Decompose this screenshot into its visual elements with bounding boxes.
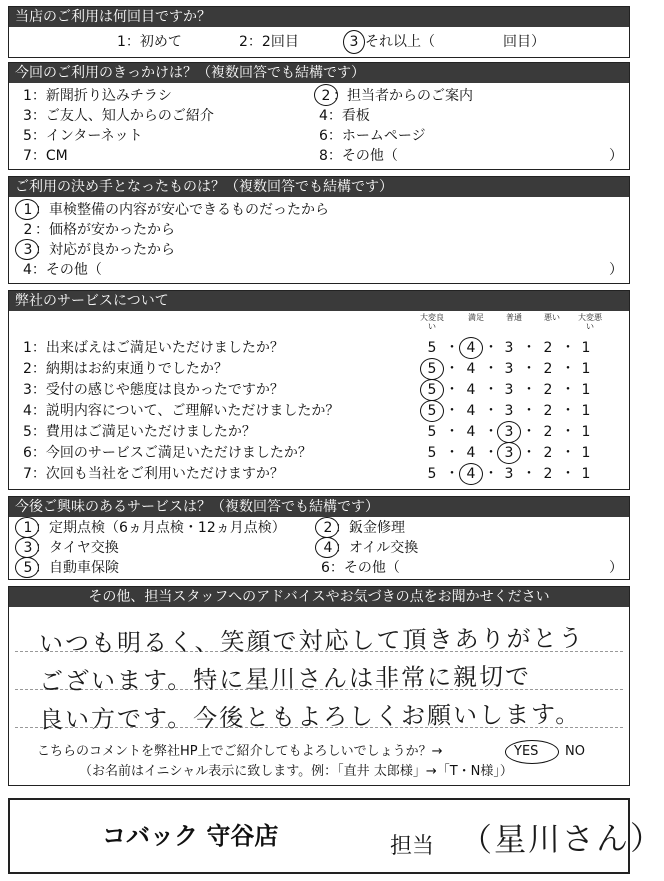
scale-separator: ・: [484, 424, 498, 440]
rating-option[interactable]: 1: [581, 424, 591, 440]
selection-circle: [420, 379, 444, 401]
consent-no[interactable]: NO: [565, 744, 585, 759]
rating-option[interactable]: 5: [427, 466, 437, 482]
rating-option[interactable]: 4: [466, 424, 476, 440]
q3-option-4[interactable]: 4：その他（: [23, 262, 102, 278]
q3-option-1-label[interactable]: ：車検整備の内容が安心できるものだったから: [35, 202, 329, 218]
rating-option[interactable]: 3: [504, 466, 514, 482]
scale-separator: ・: [522, 340, 536, 356]
rating-option[interactable]: 1: [581, 361, 591, 377]
rating-option[interactable]: 4: [466, 361, 476, 377]
handwritten-comment-line[interactable]: ございます。特に星川さんは非常に親切で: [38, 662, 532, 696]
q2-option-2-label[interactable]: ：担当者からのご案内: [333, 88, 473, 104]
q3-option-3-label[interactable]: ：対応が良かったから: [35, 242, 175, 258]
scale-separator: ・: [445, 424, 459, 440]
q2-title: 今回のご利用のきっかけは？（複数回答でも結構です）: [9, 63, 629, 83]
rating-option[interactable]: 1: [581, 445, 591, 461]
handwritten-comment-line[interactable]: いつも明るく、笑顔で対応して頂きありがとう: [38, 624, 585, 658]
q2-option-5[interactable]: 5：インターネット: [23, 128, 143, 144]
q5-option-4-number[interactable]: 4: [323, 540, 333, 556]
scale-separator: ・: [561, 361, 575, 377]
rating-option[interactable]: 3: [504, 445, 514, 461]
q5-option-1-label[interactable]: ：定期点検（6ヵ月点検・12ヵ月点検）: [35, 520, 286, 536]
q2-option-6[interactable]: 6：ホームページ: [319, 128, 426, 144]
rating-option[interactable]: 1: [581, 382, 591, 398]
selection-circle: [497, 442, 521, 464]
rating-option[interactable]: 5: [427, 445, 437, 461]
scale-separator: ・: [522, 424, 536, 440]
q4-title: 弊社のサービスについて: [9, 291, 629, 311]
scale-separator: ・: [561, 424, 575, 440]
rating-option[interactable]: 3: [504, 361, 514, 377]
consent-question: こちらのコメントを弊社HP上でご紹介してもよろしいでしょうか？→: [37, 744, 443, 759]
scale-separator: ・: [561, 445, 575, 461]
scale-header: 悪い: [544, 313, 560, 322]
q5-option-5-number[interactable]: 5: [23, 560, 33, 576]
q5-option-6[interactable]: 6：その他（: [321, 560, 400, 576]
rating-option[interactable]: 2: [543, 361, 553, 377]
q1-option-3-number[interactable]: 3: [349, 34, 359, 50]
staff-name-handwritten[interactable]: （星川さん）: [459, 818, 664, 860]
scale-separator: ・: [522, 403, 536, 419]
rating-question-label: 5：費用はご満足いただけましたか？: [23, 424, 256, 440]
rating-option[interactable]: 3: [504, 403, 514, 419]
store-name: コバック 守谷店: [102, 822, 279, 850]
rating-option[interactable]: 2: [543, 424, 553, 440]
q2-option-4[interactable]: 4：看板: [319, 108, 370, 124]
scale-header: 満足: [468, 313, 484, 322]
rating-question-label: 4：説明内容について、ご理解いただけましたか？: [23, 403, 340, 419]
scale-separator: ・: [561, 403, 575, 419]
scale-separator: ・: [561, 382, 575, 398]
q2-option-8-close: ）: [609, 148, 623, 164]
q3-option-1-number[interactable]: 1: [23, 202, 33, 218]
q3-option-4-close: ）: [609, 262, 623, 278]
scale-separator: ・: [484, 403, 498, 419]
q2-option-8[interactable]: 8：その他（: [319, 148, 398, 164]
q5-option-1-number[interactable]: 1: [23, 520, 33, 536]
scale-separator: ・: [445, 340, 459, 356]
rating-question-label: 2：納期はお約束通りでしたか？: [23, 361, 228, 377]
scale-separator: ・: [445, 403, 459, 419]
scale-header: 普通: [506, 313, 522, 322]
selection-circle: [497, 421, 521, 443]
q5-title: 今後ご興味のあるサービスは？（複数回答でも結構です）: [9, 497, 629, 517]
q2-section: [8, 62, 630, 170]
rating-option[interactable]: 5: [427, 340, 437, 356]
q5-option-5-label[interactable]: ：自動車保険: [35, 560, 119, 576]
rating-option[interactable]: 3: [504, 424, 514, 440]
rating-option[interactable]: 2: [543, 340, 553, 356]
rating-option[interactable]: 4: [466, 340, 476, 356]
q2-option-3[interactable]: 3：ご友人、知人からのご紹介: [23, 108, 214, 124]
q5-section: [8, 496, 630, 580]
q2-option-7[interactable]: 7：CM: [23, 148, 68, 164]
rating-option[interactable]: 4: [466, 382, 476, 398]
scale-separator: ・: [522, 382, 536, 398]
q5-option-3-number[interactable]: 3: [23, 540, 33, 556]
consent-yes[interactable]: YES: [514, 744, 539, 759]
rating-option[interactable]: 4: [466, 445, 476, 461]
q2-option-2-number[interactable]: 2: [321, 88, 331, 104]
rating-option[interactable]: 1: [581, 340, 591, 356]
handwritten-comment-line[interactable]: 良い方です。今後ともよろしくお願いします。: [38, 700, 582, 734]
selection-circle: [420, 400, 444, 422]
q6-section: [8, 586, 630, 786]
q5-option-2-label[interactable]: ：鈑金修理: [335, 520, 405, 536]
scale-separator: ・: [561, 340, 575, 356]
scale-separator: ・: [445, 466, 459, 482]
q1-option-3-label[interactable]: それ以上（: [365, 34, 435, 50]
q3-option-3-number[interactable]: 3: [23, 242, 33, 258]
q6-title: その他、担当スタッフへのアドバイスやお気づきの点をお聞かせください: [9, 587, 629, 607]
rating-option[interactable]: 1: [581, 466, 591, 482]
rating-option[interactable]: 2: [543, 466, 553, 482]
rating-option[interactable]: 2: [543, 445, 553, 461]
scale-separator: ・: [522, 466, 536, 482]
rating-option[interactable]: 2: [543, 382, 553, 398]
q1-option-2[interactable]: 2：2回目: [239, 34, 299, 50]
q1-option-1[interactable]: 1：初めて: [117, 34, 182, 50]
scale-separator: ・: [484, 340, 498, 356]
rating-option[interactable]: 4: [466, 466, 476, 482]
q1-section: [8, 6, 630, 58]
rating-question-label: 3：受付の感じや態度は良かったですか？: [23, 382, 284, 398]
scale-separator: ・: [484, 382, 498, 398]
scale-separator: ・: [445, 445, 459, 461]
q3-title: ご利用の決め手となったものは？（複数回答でも結構です）: [9, 177, 629, 197]
rating-option[interactable]: 1: [581, 403, 591, 419]
footer: [8, 798, 664, 874]
staff-label: 担当: [390, 834, 435, 859]
q4-section: [8, 290, 630, 490]
consent-note: （お名前はイニシャル表示に致します。例：「直井 太郎様」→「T・N様」）: [79, 764, 513, 779]
q5-option-2-number[interactable]: 2: [323, 520, 333, 536]
scale-separator: ・: [522, 445, 536, 461]
scale-separator: ・: [561, 466, 575, 482]
rating-option[interactable]: 4: [466, 403, 476, 419]
q3-section: [8, 176, 630, 284]
q5-option-6-close: ）: [609, 560, 623, 576]
scale-separator: ・: [445, 361, 459, 377]
rating-option[interactable]: 5: [427, 403, 437, 419]
scale-header: 大変悪い: [578, 313, 602, 331]
rating-option[interactable]: 2: [543, 403, 553, 419]
rating-option[interactable]: 5: [427, 382, 437, 398]
scale-separator: ・: [484, 361, 498, 377]
selection-circle: [459, 337, 483, 359]
q2-option-1[interactable]: 1：新聞折り込みチラシ: [23, 88, 172, 104]
q5-option-4-label[interactable]: ：オイル交換: [335, 540, 419, 556]
rating-question-label: 6：今回のサービスご満足いただけましたか？: [23, 445, 312, 461]
q3-option-2-label[interactable]: ：価格が安かったから: [35, 222, 175, 238]
q1-title: 当店のご利用は何回目ですか？: [9, 7, 629, 27]
rating-option[interactable]: 3: [504, 340, 514, 356]
scale-separator: ・: [484, 466, 498, 482]
scale-separator: ・: [445, 382, 459, 398]
rating-question-label: 1：出来ばえはご満足いただけましたか？: [23, 340, 284, 356]
rating-question-label: 7：次回も当社をご利用いただけますか？: [23, 466, 284, 482]
q3-option-2-number[interactable]: 2: [23, 222, 33, 238]
rating-option[interactable]: 3: [504, 382, 514, 398]
rating-option[interactable]: 5: [427, 361, 437, 377]
scale-separator: ・: [522, 361, 536, 377]
selection-circle: [420, 358, 444, 380]
selection-circle: [459, 463, 483, 485]
rating-option[interactable]: 5: [427, 424, 437, 440]
scale-header: 大変良い: [420, 313, 444, 331]
q1-option-3-suffix: 回目）: [503, 34, 545, 50]
scale-separator: ・: [484, 445, 498, 461]
q5-option-3-label[interactable]: ：タイヤ交換: [35, 540, 119, 556]
